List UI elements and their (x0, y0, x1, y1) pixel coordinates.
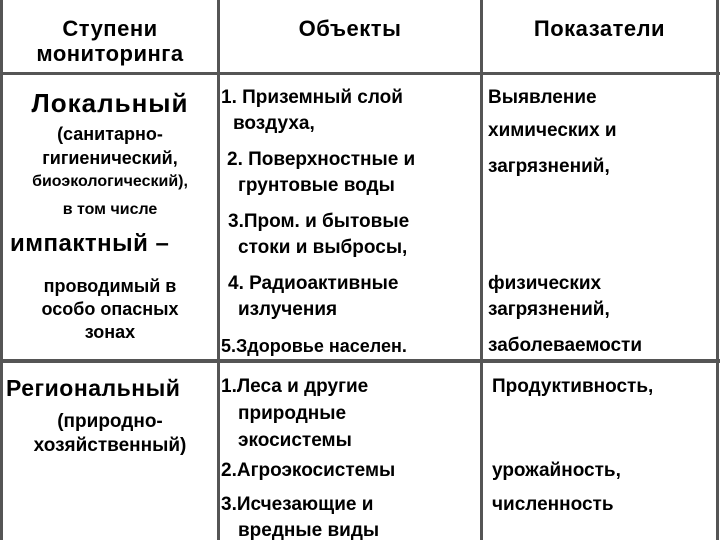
header-indicators: Показатели (533, 16, 666, 41)
level-local-line: биоэкологический), (32, 173, 188, 190)
object-item: 1.Леса и другие (221, 376, 369, 397)
object-item: природные (238, 403, 347, 424)
object-item: 2.Агроэкосистемы (221, 460, 396, 481)
object-item: экосистемы (238, 430, 352, 451)
indicator-item: заболеваемости (488, 335, 643, 356)
row-divider (0, 359, 720, 363)
indicator-item: численность (492, 494, 614, 515)
level-local-title: Локальный (31, 88, 189, 118)
object-item: воздуха, (233, 113, 315, 134)
column-divider-right (716, 0, 719, 540)
object-item: 5.Здоровье населен. (221, 336, 407, 356)
indicator-item: загрязнений, (488, 156, 610, 177)
column-divider-2 (480, 0, 483, 540)
indicator-item: физических (488, 273, 602, 294)
column-divider-1 (217, 0, 220, 540)
indicator-item: химических и (488, 120, 617, 141)
object-item: 3.Пром. и бытовые (228, 211, 410, 232)
object-item: стоки и выбросы, (238, 237, 408, 258)
header-stages-line1: Ступени (62, 16, 158, 41)
indicator-item: Выявление (488, 87, 597, 108)
header-stages-line2: мониторинга (36, 41, 184, 66)
level-local-line: в том числе (62, 201, 158, 218)
level-regional-line: (природно- (57, 411, 163, 432)
object-item: 3.Исчезающие и (221, 494, 374, 515)
level-impact-line: проводимый в (43, 276, 177, 296)
column-divider-left (0, 0, 3, 540)
object-item: 1. Приземный слой (221, 87, 403, 108)
object-item: излучения (238, 299, 338, 320)
level-impact-line: зонах (84, 322, 136, 342)
object-item: 4. Радиоактивные (228, 273, 399, 294)
indicator-item: урожайность, (492, 460, 621, 481)
header-divider (0, 72, 720, 75)
object-item: грунтовые воды (238, 175, 395, 196)
level-regional-title: Региональный (6, 375, 181, 401)
level-regional-line: хозяйственный) (33, 435, 187, 456)
level-local-line: (санитарно- (57, 124, 163, 144)
header-objects: Объекты (298, 16, 402, 41)
level-impact-title: импактный – (10, 230, 170, 257)
object-item: 2. Поверхностные и (227, 149, 416, 170)
indicator-item: загрязнений, (488, 299, 610, 320)
indicator-item: Продуктивность, (492, 376, 654, 397)
level-local-line: гигиенический, (42, 148, 178, 168)
level-impact-line: особо опасных (41, 299, 179, 319)
object-item: вредные виды (238, 520, 380, 541)
